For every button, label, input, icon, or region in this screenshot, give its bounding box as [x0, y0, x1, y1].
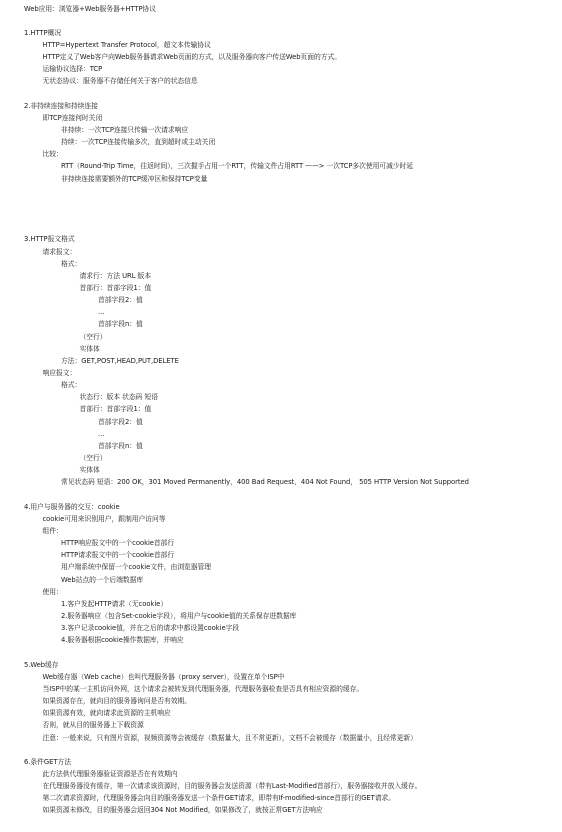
document-line: 格式：: [61, 259, 82, 268]
document-line: 非持续连接需要额外的TCP缓冲区和保持TCP变量: [61, 174, 208, 183]
document-line: 方法：GET,POST,HEAD,PUT,DELETE: [61, 356, 179, 365]
document-line: 如果资源未修改，目的服务器会返回304 Not Modified，如果修改了，就按正常GET方法响应: [42, 806, 323, 815]
document-line: 持续：一次TCP连接传输多次，直到超时或主动关闭: [61, 138, 216, 147]
document-line: 首部字段n：值: [98, 320, 143, 329]
document-line: 如果资源有效，就向请求此资源的主机响应: [42, 709, 171, 718]
document-line: 格式：: [61, 381, 82, 390]
document-line: 即TCP连接何时关闭: [42, 113, 103, 122]
document-line: 实体体: [79, 344, 100, 353]
document-line: 响应报文：: [42, 369, 77, 377]
document-line: 3.客户记录cookie值，并在之后的请求中都设置cookie字段: [61, 624, 240, 633]
document-line: 此方法供代理服务器验证资源是否在有效期内: [42, 769, 178, 778]
document-line: cookie可用来识别用户，跟制用户访问等: [42, 514, 166, 523]
section-heading: 3.HTTP报文格式: [24, 235, 75, 244]
document-line: 首部字段2：值: [98, 296, 143, 305]
document-line: 使用：: [42, 587, 63, 596]
document-line: 请求报文：: [42, 247, 77, 256]
section-heading: 4.用户与服务器的交互：cookie: [24, 502, 120, 511]
document-line: 比较：: [42, 150, 63, 159]
document-line: 如果资源存在，就向目的服务器询问是否有效期。: [42, 697, 191, 706]
document-line: 请求行：方法 URL 版本: [79, 271, 152, 280]
document-line: ...: [98, 429, 105, 438]
section-heading: 1.HTTP概况: [24, 28, 62, 37]
document-line: RTT（Round-Trip Time，往返时间），三次握手占用一个RTT，传输文件占用RTT ——> 一次TCP多次使用可减少时延: [61, 162, 414, 171]
document-line: Web应用：浏览器+Web服务器+HTTP协议: [24, 4, 157, 13]
document-line: 否则，就从目的服务器上下载资源: [42, 721, 144, 730]
document-line: 用户端系统中保留一个cookie文件，由浏览器管理: [61, 563, 211, 572]
document-line: （空行）: [79, 332, 107, 341]
document-line: 第二次请求资源时，代理服务器会向目的服务器发送一个条件GET请求，即带有If-modified-since首部行的GET请求。: [42, 794, 395, 803]
document-line: 组件：: [42, 526, 63, 535]
section-heading: 2.非持续连接和持续连接: [24, 101, 98, 110]
document-line: （空行）: [79, 454, 107, 463]
document-line: 实体体: [79, 466, 100, 475]
document-line: 首部行：首部字段1：值: [79, 405, 152, 414]
document-line: 首部行：首部字段1：值: [79, 283, 152, 292]
document-line: 运输协议选择：TCP: [42, 65, 103, 74]
document-line: 当ISP中的某一主机访问外网，这个请求会被转发到代理服务器，代理服务器检查是否具有相应资源的缓存。: [42, 684, 364, 693]
document-line: HTTP请求报文中的一个cookie首部行: [61, 551, 175, 560]
document-line: HTTP=Hypertext Transfer Protocol，超文本传输协议: [42, 40, 211, 49]
document-line: Web站点的一个后端数据库: [61, 575, 144, 584]
document-line: Web缓存器（Web cache）也叫代理服务器（proxy server），设置在单个ISP中: [42, 672, 285, 681]
document-line: 2.服务器响应（包含Set-cookie字段），将用户与cookie值的关系保存进数据库: [61, 612, 297, 620]
document-line: 首部字段2：值: [98, 417, 143, 426]
section-heading: 5.Web缓存: [24, 660, 59, 669]
document-line: 状态行：版本 状态码 短语: [79, 393, 158, 402]
document-line: 首部字段n：值: [98, 441, 143, 450]
document-line: HTTP响应报文中的一个cookie首部行: [61, 539, 175, 548]
document-line: 非持续：一次TCP连接只传输一次请求响应: [61, 126, 189, 134]
document-line: 1.客户发起HTTP请求（无cookie）: [61, 599, 168, 608]
document-line: 4.服务器根据cookie操作数据库，并响应: [61, 636, 184, 645]
document-line: 注意：一般来说，只有图片资源，视频资源等会被缓存（数据量大，且不常更新），文档不会被缓存（数据量小，且经常更新）: [42, 733, 417, 742]
document-line: ...: [98, 308, 105, 317]
document-line: 在代理服务器没有缓存，第一次请求该资源时，目的服务器会发送资源（带有Last-Modified首部行），服务器接收并放入缓存。: [42, 782, 422, 791]
document-line: 无状态协议：服务器不存储任何关于客户的状态信息: [42, 77, 198, 86]
section-heading: 6.条件GET方法: [24, 757, 71, 766]
document-line: HTTP定义了Web客户向Web服务器请求Web页面的方式，以及服务器向客户传送Web页面的方式。: [42, 53, 342, 62]
document-line: 常见状态码 短语：200 OK，301 Moved Permanently，400 Bad Request，404 Not Found， 505 HTTP Version Not Supported: [61, 478, 469, 487]
